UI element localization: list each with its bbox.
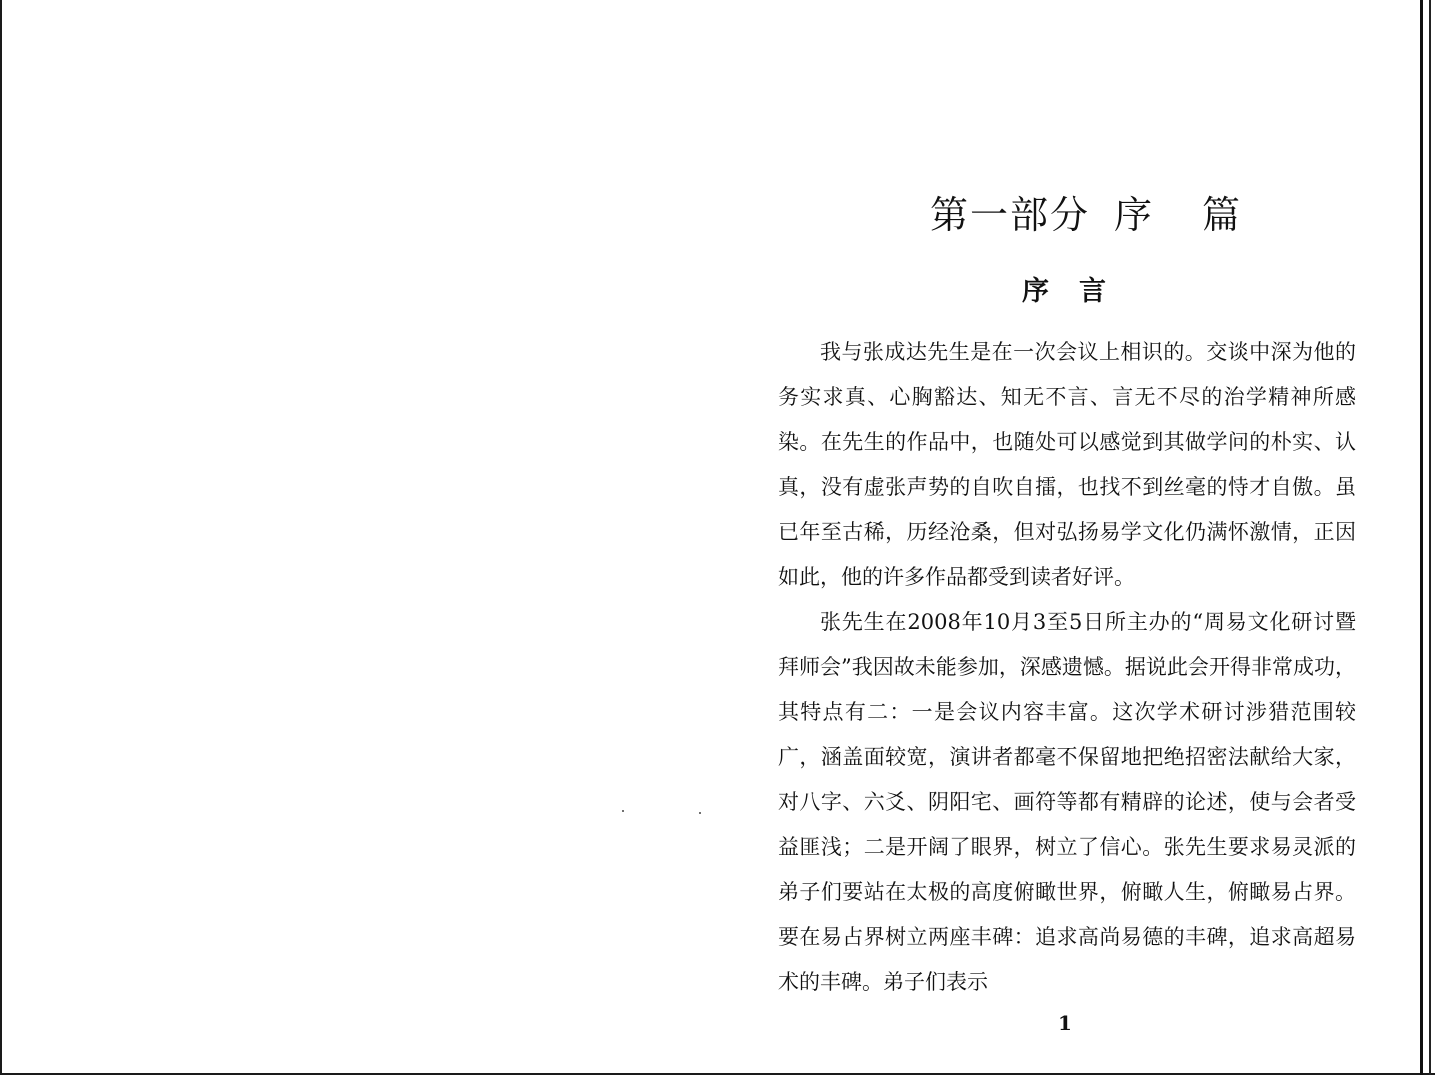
section-title: 序言 bbox=[1022, 276, 1136, 307]
part-title bbox=[930, 190, 1242, 240]
part-title-word-2: 篇 bbox=[1202, 193, 1243, 237]
part-title-label: 第一部分 bbox=[930, 193, 1091, 237]
blank-left-page bbox=[2, 0, 747, 1073]
scan-edge-line-outer bbox=[1429, 0, 1431, 1075]
scan-edge-line bbox=[1420, 0, 1423, 1075]
scan-speck bbox=[699, 812, 701, 814]
text-right-page bbox=[760, 0, 1400, 1073]
body-text bbox=[778, 330, 1356, 1005]
paragraph-1: 我与张成达先生是在一次会议上相识的。交谈中深为他的务实求真、心胸豁达、知无不言、言无不尽的治学精神所感染。在先生的作品中，也随处可以感觉到其做学问的朴实、认真，没有虚张声势的自吹自擂，也找不到丝毫的恃才自傲。虽已年至古稀，历经沧桑，但对弘扬易学文化仍满怀激情，正因如此，他的许多作品都受到读者好评。 bbox=[778, 340, 1356, 589]
part-title-word-1: 序 bbox=[1114, 193, 1155, 237]
scan-speck bbox=[622, 810, 624, 812]
paragraph-2: 张先生在2008年10月3至5日所主办的“周易文化研讨暨拜师会”我因故未能参加，深感遗憾。据说此会开得非常成功，其特点有二：一是会议内容丰富。这次学术研讨涉猎范围较广，涵盖面较宽，演讲者都毫不保留地把绝招密法献给大家，对八字、六爻、阴阳宅、画符等都有精辟的论述，使与会者受益匪浅；二是开阔了眼界，树立了信心。张先生要求易灵派的弟子们要站在太极的高度俯瞰世界，俯瞰人生，俯瞰易占界。要在易占界树立两座丰碑：追求高尚易德的丰碑，追求高超易术的丰碑。弟子们表示 bbox=[778, 610, 1356, 994]
page-number: 1 bbox=[1058, 1011, 1072, 1035]
